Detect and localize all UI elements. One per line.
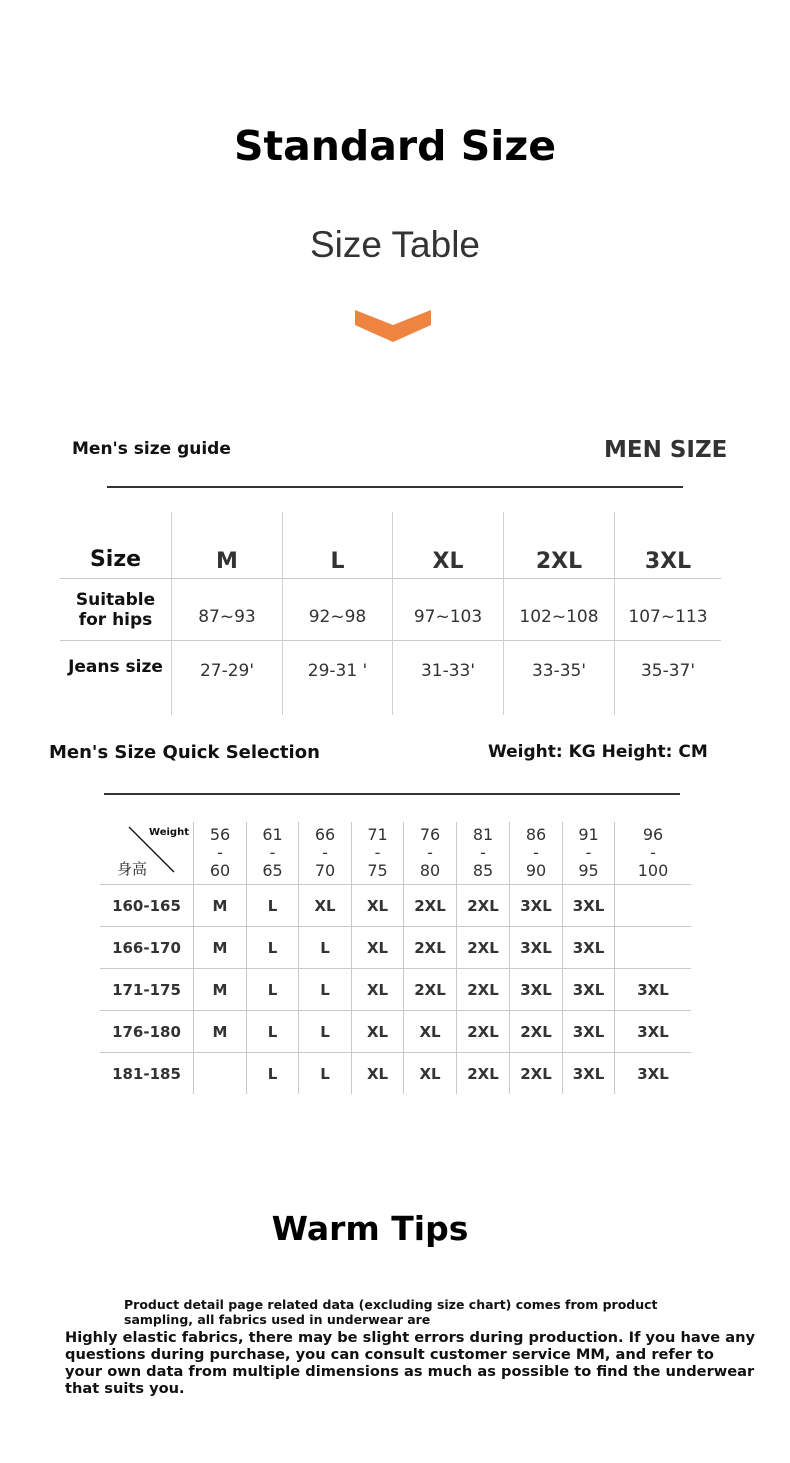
size-col-2xl: 2XL: [504, 512, 615, 579]
size-cell: XL: [352, 1011, 404, 1053]
size-cell: 3XL: [563, 1011, 615, 1053]
quick-selection-row: [100, 969, 691, 1011]
weight-to: 60: [209, 861, 231, 880]
size-cell: XL: [352, 885, 404, 927]
weight-range: [352, 822, 404, 885]
weight-from: 61: [262, 825, 283, 844]
weight-from: 66: [314, 825, 336, 844]
weight-to: 95: [578, 861, 599, 880]
weight-range: [457, 822, 510, 885]
hips-cell: 107~113: [615, 579, 722, 641]
size-cell: M: [194, 969, 247, 1011]
size-cell: 2XL: [404, 885, 457, 927]
size-col-3xl: 3XL: [615, 512, 722, 579]
jeans-cell: 27-29': [172, 641, 283, 716]
weight-sep: -: [217, 843, 223, 862]
size-cell: 3XL: [563, 927, 615, 969]
size-cell: 2XL: [457, 927, 510, 969]
quick-selection-table: [100, 822, 691, 1094]
size-cell: 3XL: [510, 927, 563, 969]
corner-height-label: 身高: [117, 860, 148, 878]
weight-range: [194, 822, 247, 885]
weight-from: 71: [367, 825, 388, 844]
size-cell: 2XL: [510, 1011, 563, 1053]
jeans-cell: 31-33': [393, 641, 504, 716]
size-cell: 2XL: [510, 1053, 563, 1095]
quick-selection-divider: [104, 793, 680, 795]
weight-to: 80: [419, 861, 441, 880]
weight-to: 90: [525, 861, 547, 880]
units-label: Weight: KG Height: CM: [488, 742, 708, 762]
weight-range: [247, 822, 299, 885]
weight-range: [299, 822, 352, 885]
size-cell: 2XL: [457, 1053, 510, 1095]
weight-to: 75: [367, 861, 388, 880]
weight-to: 65: [262, 861, 283, 880]
size-cell: 2XL: [404, 927, 457, 969]
hips-cell: 102~108: [504, 579, 615, 641]
chevron-down-icon: [355, 310, 431, 342]
weight-range: [615, 822, 692, 885]
weight-sep: -: [585, 843, 592, 862]
size-cell: [615, 885, 692, 927]
size-cell: 3XL: [615, 1011, 692, 1053]
quick-selection-row: [100, 1053, 691, 1095]
size-cell: 2XL: [457, 885, 510, 927]
quick-selection-row: [100, 927, 691, 969]
size-col-m: M: [172, 512, 283, 579]
height-range-cell: 166-170: [100, 927, 194, 969]
weight-from: 86: [525, 825, 547, 844]
height-range-cell: 171-175: [100, 969, 194, 1011]
size-cell: 3XL: [563, 885, 615, 927]
size-cell: [615, 927, 692, 969]
size-cell: XL: [404, 1011, 457, 1053]
size-cell: XL: [352, 927, 404, 969]
size-cell: L: [247, 969, 299, 1011]
jeans-row-label: Jeans size: [60, 641, 172, 716]
size-cell: L: [299, 1053, 352, 1095]
size-cell: 3XL: [510, 969, 563, 1011]
hips-cell: 92~98: [283, 579, 393, 641]
jeans-cell: 33-35': [504, 641, 615, 716]
weight-sep: -: [650, 843, 656, 862]
weight-from: 91: [578, 825, 599, 844]
size-cell: 3XL: [510, 885, 563, 927]
size-cell: M: [194, 927, 247, 969]
hips-cell: 87~93: [172, 579, 283, 641]
hips-row-label: [60, 579, 172, 641]
size-cell: 3XL: [563, 969, 615, 1011]
size-cell: 3XL: [563, 1053, 615, 1095]
size-cell: L: [247, 927, 299, 969]
hips-label-line2: for hips: [78, 609, 153, 630]
size-cell: XL: [352, 969, 404, 1011]
page-title: Standard Size: [233, 122, 557, 170]
size-header-label: Size: [89, 547, 142, 572]
warm-tips-note-main: Highly elastic fabrics, there may be slight errors during production. If you have any questions during purchase, you can consult customer service MM, and refer to your own data from multiple dimensions as much as possible to find the underwear that suits you.: [65, 1329, 756, 1397]
weight-from: 96: [642, 825, 664, 844]
size-cell: L: [247, 1011, 299, 1053]
weight-from: 81: [472, 825, 494, 844]
quick-selection-row: [100, 1011, 691, 1053]
size-cell: 2XL: [404, 969, 457, 1011]
quick-selection-heading: Men's Size Quick Selection: [49, 742, 320, 763]
weight-sep: -: [374, 843, 381, 862]
size-cell: L: [299, 927, 352, 969]
height-range-cell: 176-180: [100, 1011, 194, 1053]
chevron-shape: [355, 310, 431, 342]
size-cell: 2XL: [457, 969, 510, 1011]
size-cell: XL: [352, 1053, 404, 1095]
size-cell: 3XL: [615, 1053, 692, 1095]
weight-sep: -: [533, 843, 539, 862]
size-cell: XL: [299, 885, 352, 927]
size-guide-divider: [107, 486, 683, 488]
weight-range: [563, 822, 615, 885]
size-cell: L: [299, 1011, 352, 1053]
hips-row: [60, 579, 721, 641]
weight-sep: -: [427, 843, 433, 862]
warm-tips-title: Warm Tips: [271, 1209, 469, 1248]
weight-from: 56: [209, 825, 231, 844]
hips-cell: 97~103: [393, 579, 504, 641]
size-guide-heading: Men's size guide: [72, 439, 231, 459]
size-header-row: [60, 512, 721, 579]
size-cell: L: [247, 885, 299, 927]
weight-to: 100: [637, 861, 669, 880]
men-size-label: MEN SIZE: [604, 437, 728, 463]
size-cell: M: [194, 1011, 247, 1053]
size-cell: M: [194, 885, 247, 927]
size-col-xl: XL: [393, 512, 504, 579]
warm-tips-note-small: Product detail page related data (excluding size chart) comes from product sampling, all fabrics used in underwear are: [124, 1297, 658, 1327]
weight-range: [510, 822, 563, 885]
corner-cell: [100, 822, 194, 885]
weight-sep: -: [322, 843, 328, 862]
jeans-cell: 29-31 ': [283, 641, 393, 716]
height-range-cell: 160-165: [100, 885, 194, 927]
quick-selection-row: [100, 885, 691, 927]
size-col-l: L: [283, 512, 393, 579]
jeans-row: [60, 641, 721, 716]
weight-range: [404, 822, 457, 885]
size-cell: L: [299, 969, 352, 1011]
weight-sep: -: [480, 843, 486, 862]
corner-weight-label: Weight: [149, 827, 189, 838]
weight-to: 85: [472, 861, 494, 880]
weight-to: 70: [314, 861, 336, 880]
weight-from: 76: [419, 825, 441, 844]
hips-label-line1: Suitable: [75, 589, 156, 610]
size-cell: [194, 1053, 247, 1095]
size-cell: XL: [404, 1053, 457, 1095]
page-subtitle: Size Table: [309, 224, 481, 265]
weight-header-row: [100, 822, 691, 885]
size-cell: L: [247, 1053, 299, 1095]
height-range-cell: 181-185: [100, 1053, 194, 1095]
jeans-cell: 35-37': [615, 641, 722, 716]
weight-sep: -: [269, 843, 276, 862]
size-cell: 3XL: [615, 969, 692, 1011]
size-cell: 2XL: [457, 1011, 510, 1053]
size-guide-table: [60, 512, 721, 715]
